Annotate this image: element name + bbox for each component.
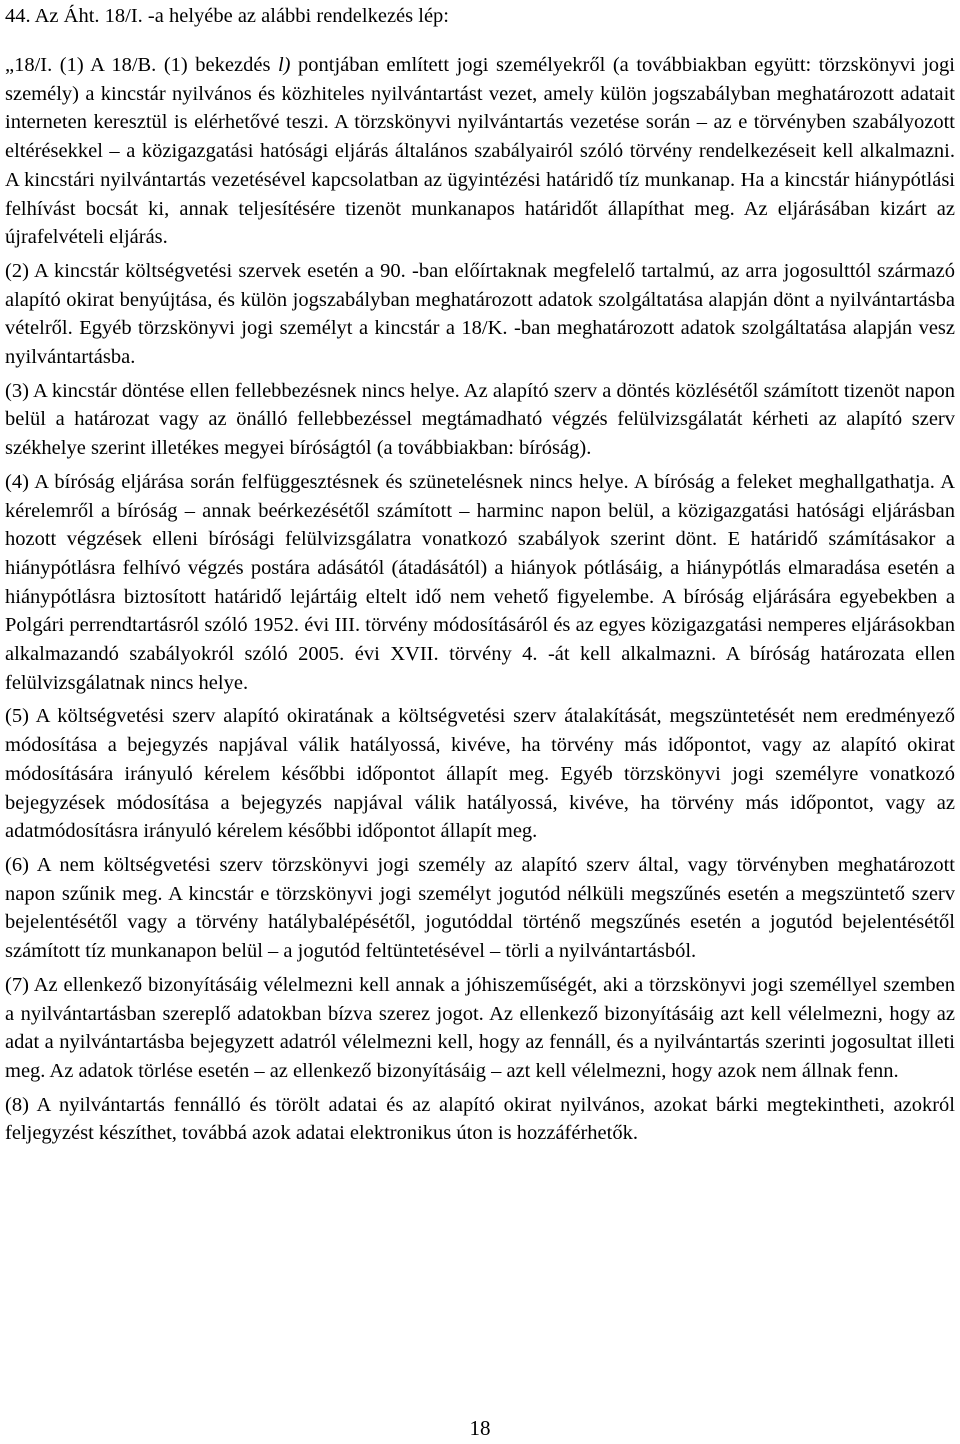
paragraph-6-text: (6) A nem költségvetési szerv törzskönyvi jogi személy az alapító szerv által, vagy törvényben meghatározott napon szűnik meg. A kincstár e törzskönyvi jogi személyt jogutód nélküli megszűnés esetén a megszüntető szerv bejelentésétől vagy a törvény hatálybalépésétől, jogutóddal történő megszűnés esetén a jogutód bejelentésétől számított tíz munkanapon belül – a jogutód feltüntetésével – törli a nyilvántartásból. — [5, 853, 955, 963]
paragraph-5 — [5, 702, 955, 846]
paragraph-1-text-a: „18/I. (1) A 18/B. (1) bekezdés — [5, 54, 278, 76]
page-number: 18 — [469, 1416, 491, 1440]
amendment-heading: 44. Az Áht. 18/I. -a helyébe az alábbi rendelkezés lép: — [5, 5, 449, 27]
paragraph-1 — [5, 51, 955, 252]
paragraph-2 — [5, 257, 955, 372]
paragraph-7-text: (7) Az ellenkező bizonyításáig vélelmezni kell annak a jóhiszeműségét, aki a törzskönyvi jogi személlyel szemben a nyilvántartásban szereplő adatokban bízva szerez jogot. Az ellenkező bizonyításáig azt kell vélelmezni, hogy az adat a nyilvántartásba bejegyzett adatról vélelmezni kell, hogy az fennáll, és a nyilvántartás szerinti jogosultat illeti meg. Az adatok törlése esetén – az ellenkező bizonyításáig – azt kell vélelmezni, hogy azok nem állnak fenn. — [5, 973, 955, 1082]
paragraph-4 — [5, 468, 955, 698]
paragraph-5-text: (5) A költségvetési szerv alapító okiratának a költségvetési szerv átalakítását, megszüntetését nem eredményező módosítása a bejegyzés napjával válik hatályossá, kivéve, ha törvény más időpontot, vagy az alapító okirat módosítására irányuló kérelem későbbi időpontot állapít meg. Egyéb törzskönyvi jogi személyre vonatkozó bejegyzések módosítása a bejegyzés napjával válik hatályossá, kivéve, ha törvény más időpontot, vagy az adatmódosításra irányuló kérelem későbbi időpontot állapít meg. — [5, 705, 955, 843]
document-page — [5, 2, 955, 1153]
paragraph-7 — [5, 971, 955, 1086]
paragraph-3-text: (3) A kincstár döntése ellen fellebbezésnek nincs helye. Az alapító szerv a döntés közlésétől számított tizenöt napon belül a határozat vagy az önálló fellebbezéssel megtámadható végzés felülvizsgálatát kérheti az alapító szerv székhelye szerint illetékes megyei bíróságtól (a továbbiakban: bíróság). — [5, 379, 955, 460]
paragraph-2-text: (2) A kincstár költségvetési szervek esetén a 90. -ban előírtaknak megfelelő tartalmú, az arra jogosulttól származó alapító okirat benyújtása, és külön jogszabályban meghatározott adatok szolgáltatása alapján dönt a nyilvántartásba vételről. Egyéb törzskönyvi jogi személyt a kincstár a 18/K. -ban meghatározott adatok szolgáltatása alapján vesz nyilvántartásba. — [5, 259, 955, 369]
paragraph-3 — [5, 377, 955, 463]
paragraph-6 — [5, 851, 955, 966]
paragraph-1-point-letter: l) — [277, 54, 291, 76]
paragraph-1-text-b: pontjában említett jogi személyekről (a továbbiakban együtt: törzskönyvi jogi személy) a kincstár nyilvános és közhiteles nyilvántartást vezet, amely külön jogszabályban meghatározott adatait interneten keresztül is elérhetővé teszi. A törzskönyvi nyilvántartás vezetése során – az e törvényben szabályozott eltérésekkel – a közigazgatási hatósági eljárás általános szabályairól szóló törvény rendelkezéseit kell alkalmazni. A kincstári nyilvántartás vezetésével kapcsolatban az ügyintézési határidő tíz munkanap. Ha a kincstár hiánypótlási felhívást bocsát ki, annak teljesítésére tizenöt munkanapos határidőt állapíthat meg. Az eljárásában kizárt az újrafelvételi eljárás. — [5, 54, 955, 249]
paragraph-8-text: (8) A nyilvántartás fennálló és törölt adatai és az alapító okirat nyilvános, azokat bárki megtekintheti, azokról feljegyzést készíthet, továbbá azok adatai elektronikus úton is hozzáférhetők. — [5, 1093, 955, 1145]
paragraph-8 — [5, 1091, 955, 1148]
paragraph-4-text: (4) A bíróság eljárása során felfüggesztésnek és szünetelésnek nincs helye. A bíróság a feleket meghallgathatja. A kérelemről a bíróság – annak beérkezésétől számított – harminc napon belül, a közigazgatási hatósági eljárásban hozott végzések elleni bírósági felülvizsgálatra vonatkozó szabályok szerint dönt. E határidő számításakor a hiánypótlásra felhívó végzés postára adásától (átadásától) a hiányok pótlásáig, a hiánypótlás elmaradása esetén a hiánypótlásra biztosított határidő lejártáig eltelt idő nem vehető figyelembe. A bíróság eljárására egyebekben a Polgári perrendtartásról szóló 1952. évi III. törvény módosításáról és az egyes közigazgatási nemperes eljárásokban alkalmazandó szabályokról szóló 2005. évi XVII. törvény 4. -át kell alkalmazni. A bíróság határozata ellen felülvizsgálatnak nincs helye. — [5, 470, 955, 694]
